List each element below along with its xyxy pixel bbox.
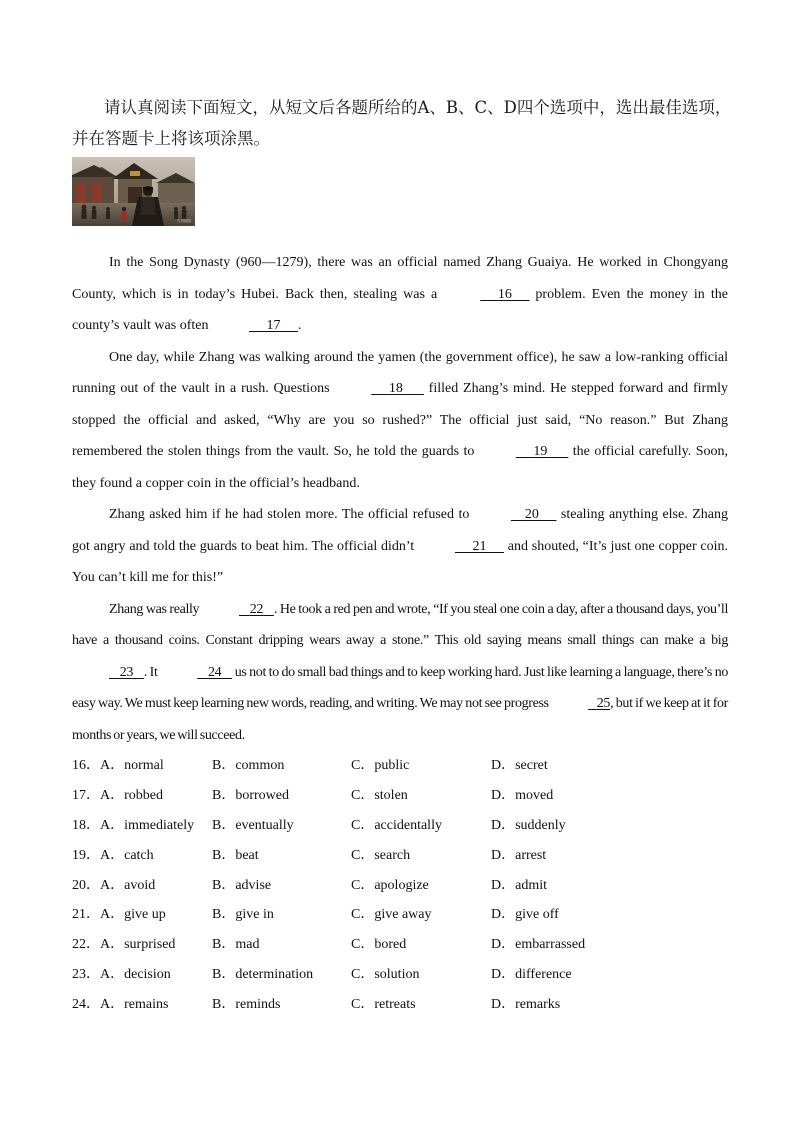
blank-20: 20 [524, 507, 539, 522]
passage-illustration [72, 157, 195, 226]
blank-18: 18 [388, 381, 403, 396]
option-a[interactable]: A．remains [100, 997, 169, 1013]
passage-paragraph-1: In the Song Dynasty (960—1279), there was an official named Zhang Guaiya. He worked in Chongyang County, which is in today’s Hubei. Back then, stealing was a 16 problem. Even the money in the county’s vault was often 17 . [72, 255, 728, 333]
option-d[interactable]: D．admit [491, 877, 547, 893]
question-number: 23． [72, 967, 100, 983]
option-d[interactable]: D．moved [491, 787, 554, 803]
option-row-24 [72, 990, 732, 1020]
option-row-16 [72, 751, 732, 781]
option-row-22 [72, 930, 732, 960]
question-number: 16． [72, 758, 100, 773]
option-b[interactable]: B．give in [212, 907, 274, 923]
option-d[interactable]: D．secret [491, 758, 548, 773]
option-c[interactable]: C．give away [351, 907, 432, 923]
blank-16: 16 [497, 286, 512, 302]
option-d[interactable]: D．remarks [491, 997, 561, 1013]
option-row-20 [72, 871, 732, 901]
option-a[interactable]: A．decision [100, 967, 171, 983]
passage-paragraph-2: One day, while Zhang was walking around the yamen (the government office), he saw a low-ranking official running out of the vault in a rush. Questions 18 filled Zhang’s mind. He stepped forward and firmly stopped the official and asked, “Why are you so rushed?” The official just said, “No reason.” But Zhang remembered the stolen things from the vault. So, he told the guards to 19 the official carefully. Soon, they found a copper coin in the official’s headband. [72, 349, 728, 491]
question-number: 19． [72, 847, 100, 863]
option-d[interactable]: D．suddenly [491, 817, 566, 833]
option-a[interactable]: A．immediately [100, 817, 195, 833]
option-row-23 [72, 960, 732, 990]
blank-21: 21 [472, 538, 487, 554]
option-c[interactable]: C．stolen [351, 787, 408, 803]
option-c[interactable]: C．retreats [351, 997, 416, 1013]
option-d[interactable]: D．give off [491, 907, 559, 923]
option-a[interactable]: A．robbed [100, 787, 163, 803]
option-a[interactable]: A．avoid [100, 877, 156, 893]
option-b[interactable]: B．eventually [212, 817, 294, 833]
reading-passage [72, 247, 728, 751]
option-d[interactable]: D．arrest [491, 847, 547, 863]
option-b[interactable]: B．borrowed [212, 787, 289, 803]
option-d[interactable]: D．embarrassed [491, 937, 586, 953]
option-row-17 [72, 781, 732, 811]
answer-options [72, 751, 732, 1020]
option-d[interactable]: D．difference [491, 967, 572, 983]
question-number: 20． [72, 877, 100, 893]
passage-paragraph-3: Zhang asked him if he had stolen more. The official refused to 20 stealing anything else. Zhang got angry and told the guards to beat him. The official didn’t 21 and shouted, “It’s just one copper coin. You can’t kill me for this!” [72, 507, 728, 585]
blank-17: 17 [266, 318, 281, 333]
option-c[interactable]: C．solution [351, 967, 420, 983]
option-b[interactable]: B．common [212, 758, 285, 773]
blank-19: 19 [533, 444, 548, 459]
option-c[interactable]: C．apologize [351, 877, 429, 893]
blank-24: 24 [207, 664, 222, 680]
option-a[interactable]: A．surprised [100, 937, 176, 953]
option-c[interactable]: C．search [351, 847, 411, 863]
option-c[interactable]: C．accidentally [351, 817, 442, 833]
option-b[interactable]: B．advise [212, 877, 272, 893]
blank-25: 25 [596, 696, 611, 711]
option-b[interactable]: B．determination [212, 967, 314, 983]
option-row-19 [72, 841, 732, 871]
option-a[interactable]: A．catch [100, 847, 154, 863]
passage-paragraph-4: Zhang was really 22 . He took a red pen and wrote, “If you steal one coin a day, after a thousand days, you’ll have a thousand coins. Constant dripping wears away a stone.” This old saying means small things can make a big 23 . It 24 us not to do small bad things and to keep working hard. Just like learning a language, there’s no easy way. We must keep learning new words, reading, and writing. We may not see progress 25, but if we keep at it for months or years, we will succeed. [72, 601, 728, 743]
blank-23: 23 [119, 664, 134, 680]
blank-22: 22 [249, 601, 264, 617]
ancient-courtyard-image [72, 157, 195, 226]
question-number: 17． [72, 787, 100, 803]
option-row-18 [72, 811, 732, 841]
option-b[interactable]: B．reminds [212, 997, 281, 1013]
image-watermark: 古风插图 [177, 219, 191, 223]
question-number: 21． [72, 907, 100, 923]
option-b[interactable]: B．beat [212, 847, 259, 863]
question-number: 18． [72, 817, 100, 833]
option-row-21 [72, 900, 732, 930]
option-a[interactable]: A．normal [100, 758, 164, 773]
option-c[interactable]: C．bored [351, 937, 407, 953]
option-a[interactable]: A．give up [100, 907, 166, 923]
option-b[interactable]: B．mad [212, 937, 260, 953]
instruction-text: 请认真阅读下面短文，从短文后各题所给的A、B、C、D四个选项中，选出最佳选项，并在答题卡上将该项涂黑。 [72, 98, 732, 148]
question-number: 24． [72, 997, 100, 1013]
question-number: 22． [72, 937, 100, 953]
option-c[interactable]: C．public [351, 758, 410, 773]
